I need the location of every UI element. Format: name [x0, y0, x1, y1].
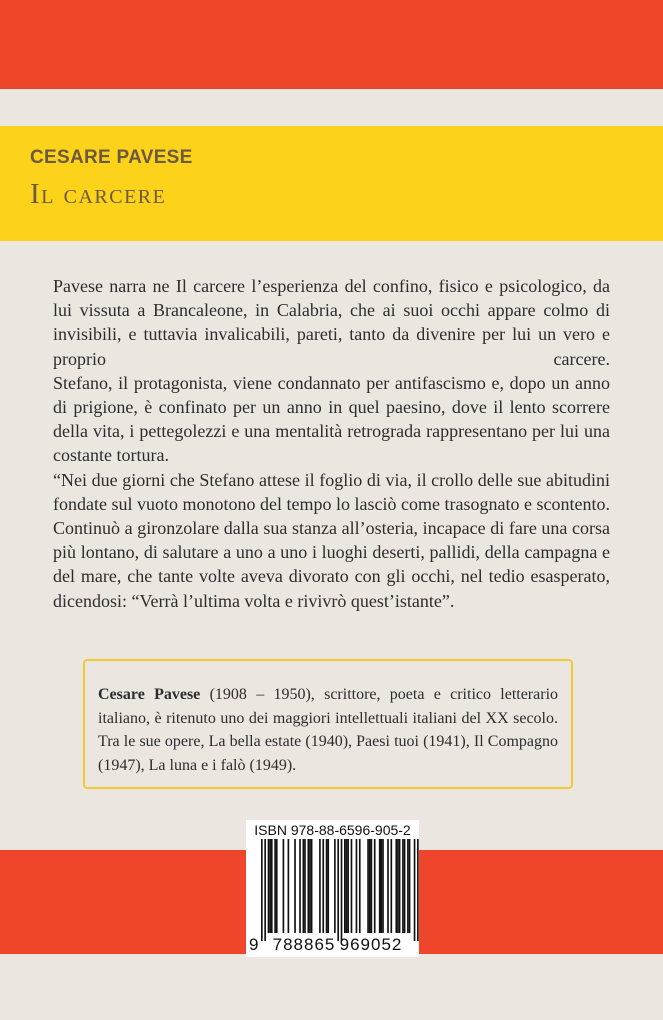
barcode-bar: [288, 839, 290, 933]
barcode-bar: [381, 839, 383, 933]
barcode-bar: [371, 839, 373, 933]
barcode-bar: [326, 839, 328, 933]
barcode-bar: [261, 839, 263, 941]
isbn-label: ISBN 978-88-6596-905-2: [254, 822, 411, 838]
barcode-bar: [409, 839, 411, 933]
barcode-bar: [367, 839, 369, 933]
barcode-bar: [369, 839, 371, 933]
barcode-bar: [417, 839, 419, 941]
synopsis-paragraph: Pavese narra ne Il carcere l’esperienza del confino, fisico e psicologico, da lui vissuta a Brancaleone, in Calabria, che ai suoi occhi appare colmo di invisibili, e tuttavia invalicabili, pareti, tanto da divenire per lui un vero e proprio carcere.: [53, 276, 610, 369]
barcode-bar: [303, 839, 305, 933]
barcode-bar: [271, 839, 273, 933]
barcode-bar: [407, 839, 409, 933]
barcode-bar: [359, 839, 361, 933]
barcode-bar: [382, 839, 384, 933]
barcode-bar: [294, 839, 296, 933]
barcode-bar: [399, 839, 401, 933]
barcode-right-digits: 969052: [339, 935, 403, 954]
barcode-bar: [390, 839, 392, 933]
barcode-bar: [274, 839, 276, 933]
barcode-bar: [276, 839, 278, 933]
synopsis-quote: “Nei due giorni che Stefano attese il foglio di via, il crollo delle sue abitudini fondate sul vuoto monotono del tempo lo lasciò come trasognato e scontento. Continuò a gironzolare dalla sua stanza all’osteria, incapace di fare una corsa più lontano, di salutare a uno a uno i luoghi deserti, pallidi, della campagna e del mare, che tante volte aveva divorato con gli occhi, nel tedio esasperato, dicendosi: “Verrà l’ultima volta e rivivrò quest’istante”.: [53, 469, 610, 611]
barcode-bar: [283, 839, 285, 933]
synopsis-paragraph: Stefano, il protagonista, viene condannato per antifascismo e, dopo un anno di prigione, è confinato per un anno in quel paesino, dove il lento scorrere della vita, i pettegolezzi e una mentalità retrograda rappresentano per lui una costante tortura.: [53, 372, 610, 466]
barcode-bar: [309, 839, 311, 933]
barcode-bar: [347, 839, 349, 933]
barcode-bar: [341, 839, 343, 941]
barcode-first-digit: 9: [249, 935, 259, 954]
barcode-bar: [402, 839, 404, 933]
barcode-bar: [307, 839, 309, 933]
barcode-bar: [264, 839, 266, 941]
barcode-bar: [379, 839, 381, 933]
barcode-bar: [404, 839, 406, 933]
barcode-bar: [387, 839, 389, 933]
barcode-bar: [311, 839, 313, 933]
barcode-bar: [327, 839, 329, 933]
barcode-bar: [351, 839, 353, 933]
book-title: Il carcere: [30, 178, 167, 210]
author-bio-box: [83, 659, 573, 789]
barcode-bar: [299, 839, 301, 933]
barcode-bar: [268, 839, 270, 933]
isbn-barcode: [246, 820, 419, 957]
barcode-bar: [344, 839, 346, 933]
bio-author-name: Cesare Pavese: [98, 686, 201, 703]
barcode-bar: [395, 839, 397, 933]
top-red-band: [0, 0, 663, 89]
barcode-bar: [319, 839, 321, 933]
barcode-bar: [356, 839, 358, 933]
barcode-bar: [322, 839, 324, 933]
barcode-graphic: [246, 820, 419, 957]
barcode-bar: [334, 839, 336, 933]
barcode-bars: [261, 839, 419, 941]
barcode-bar: [414, 839, 416, 941]
author-name: CESARE PAVESE: [30, 147, 193, 168]
barcode-bar: [374, 839, 376, 933]
synopsis: [53, 274, 610, 613]
barcode-bar: [269, 839, 271, 933]
barcode-bar: [397, 839, 399, 933]
barcode-bar: [337, 839, 339, 941]
barcode-bar: [304, 839, 306, 933]
barcode-left-digits: 788865: [272, 935, 336, 954]
barcode-bar: [346, 839, 348, 933]
bio-text: (1908 – 1950), scrittore, poeta e critico letterario italiano, è ritenuto uno dei maggiori intellettuali italiani del XX secolo. Tra le sue opere, La bella estate (1940), Paesi tuoi (1941), Il Compagno (1947), La luna e i falò (1949).: [98, 686, 559, 774]
